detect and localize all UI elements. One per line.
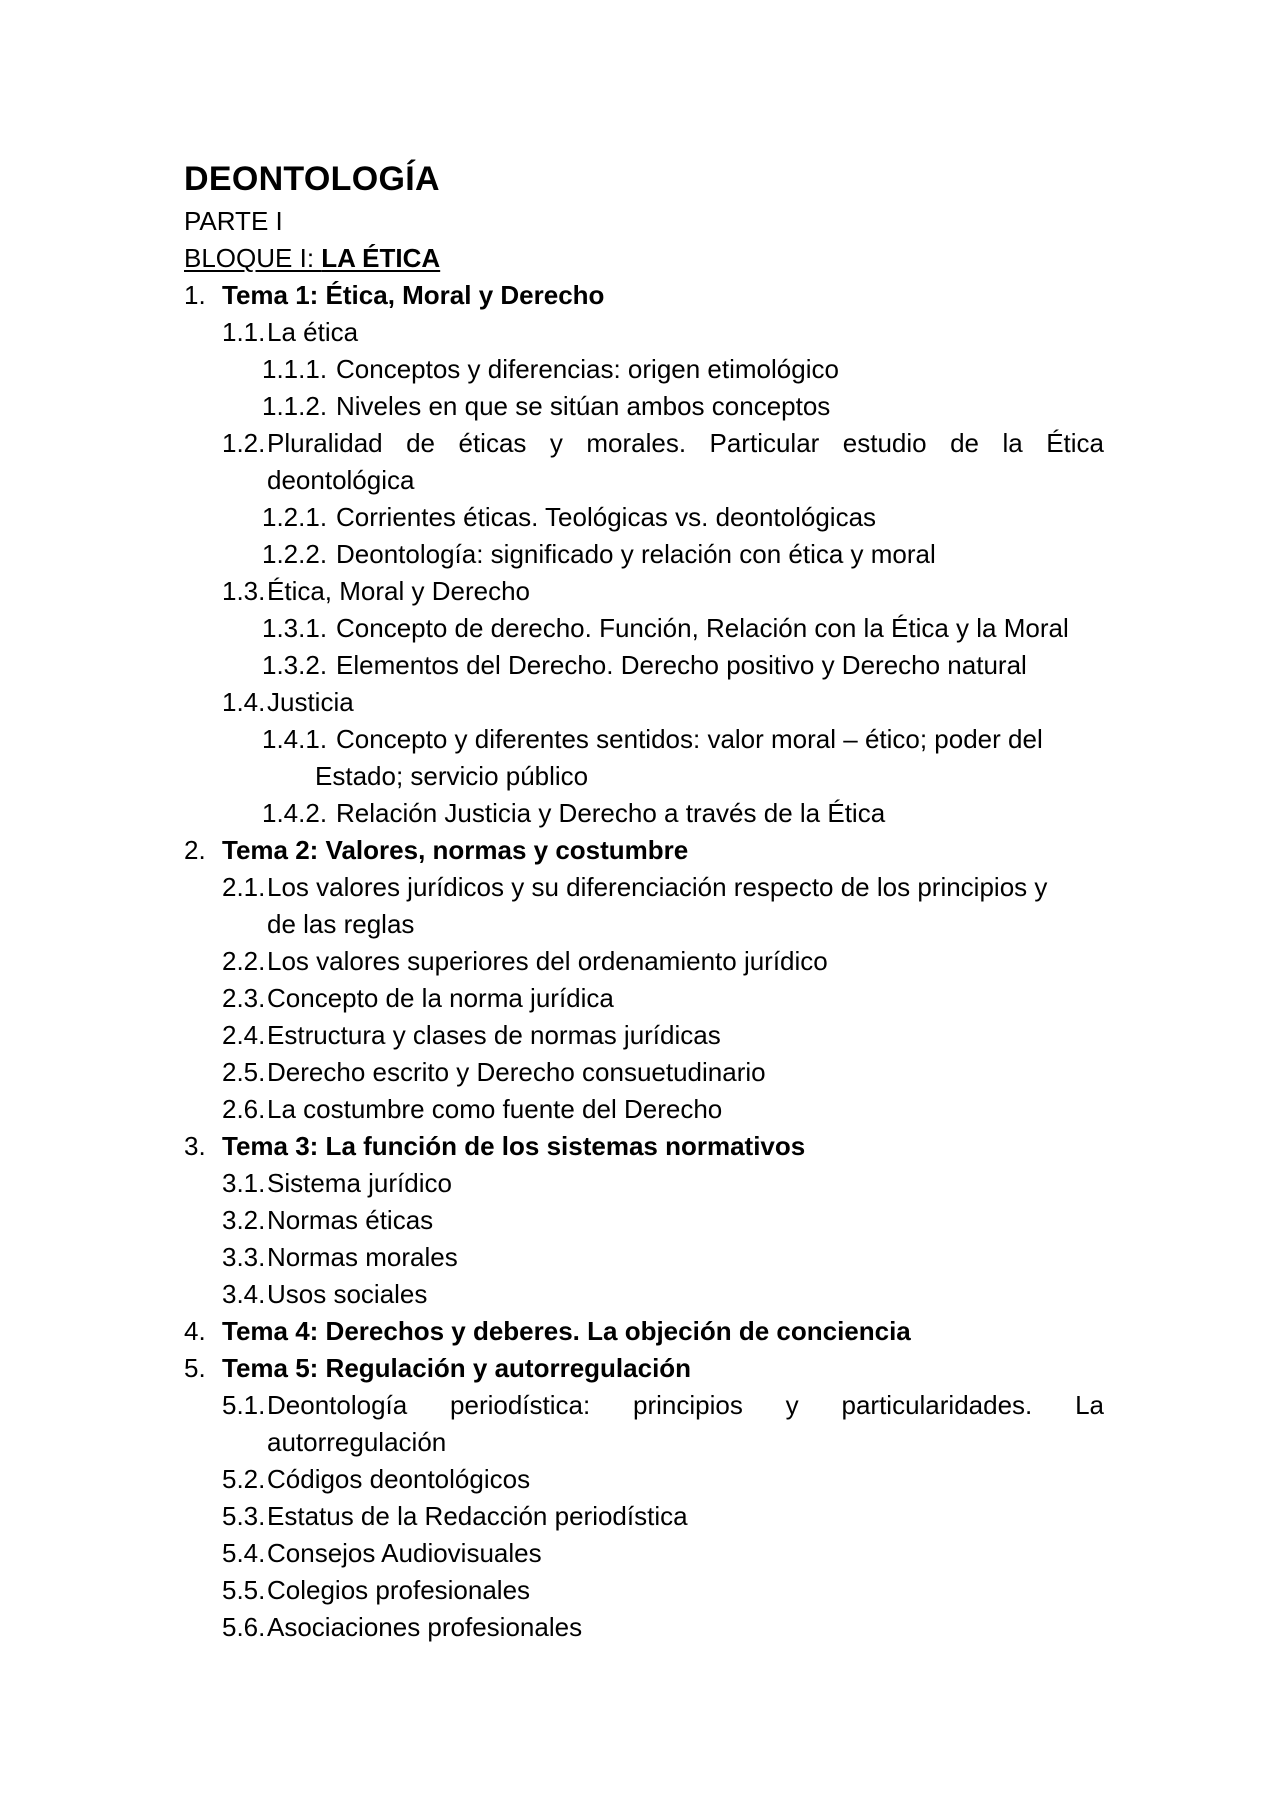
section-5-1: [184, 1387, 1104, 1424]
section-text: Pluralidad de éticas y morales. Particular estudio de la Ética: [267, 428, 1104, 458]
subsection-text: Concepto de derecho. Función, Relación con la Ética y la Moral: [336, 613, 1069, 643]
topic-number: 2.: [184, 835, 206, 865]
section-text: Deontología periodística: principios y particularidades. La: [267, 1390, 1104, 1420]
section-number: 1.2.: [222, 428, 266, 458]
topic-title: Tema 5: Regulación y autorregulación: [222, 1353, 692, 1383]
section-number: 2.3.: [222, 983, 266, 1013]
topic-title: Tema 4: Derechos y deberes. La objeción de conciencia: [222, 1316, 911, 1346]
block-heading: [184, 240, 1104, 277]
section-text: Colegios profesionales: [267, 1575, 531, 1605]
section-number: 5.2.: [222, 1464, 266, 1494]
subsection-number: 1.1.1.: [262, 354, 328, 384]
section-number: 3.3.: [222, 1242, 266, 1272]
section-2-5: [184, 1054, 1104, 1091]
section-number: 1.1.: [222, 317, 266, 347]
section-text: Estructura y clases de normas jurídicas: [267, 1020, 721, 1050]
section-2-6: [184, 1091, 1104, 1128]
section-text: Estatus de la Redacción periodística: [267, 1501, 688, 1531]
section-number: 1.3.: [222, 576, 266, 606]
part-label: PARTE I: [184, 206, 283, 236]
subsection-text: Elementos del Derecho. Derecho positivo y Derecho natural: [336, 650, 1027, 680]
section-2-1-continuation: de las reglas: [267, 909, 415, 939]
section-number: 5.4.: [222, 1538, 266, 1568]
section-number: 3.4.: [222, 1279, 266, 1309]
section-number: 1.4.: [222, 687, 266, 717]
section-number: 5.3.: [222, 1501, 266, 1531]
section-2-4: [184, 1017, 1104, 1054]
document-page: [184, 155, 1104, 1646]
subsection-1-1-2: [184, 388, 1104, 425]
section-number: 5.1.: [222, 1390, 266, 1420]
section-1-3: [184, 573, 1104, 610]
section-text: La ética: [267, 317, 359, 347]
section-text: La costumbre como fuente del Derecho: [267, 1094, 723, 1124]
subsection-number: 1.2.1.: [262, 502, 328, 532]
topic-title: Tema 3: La función de los sistemas normativos: [222, 1131, 806, 1161]
subsection-1-3-1: [184, 610, 1104, 647]
section-text: Concepto de la norma jurídica: [267, 983, 614, 1013]
section-2-1: [184, 869, 1104, 906]
section-text: Códigos deontológicos: [267, 1464, 531, 1494]
topic-4: [184, 1313, 1104, 1350]
block-name: LA ÉTICA: [321, 243, 441, 273]
subsection-number: 1.3.1.: [262, 613, 328, 643]
subsection-1-2-1: [184, 499, 1104, 536]
section-5-1-continuation: autorregulación: [267, 1427, 447, 1457]
topic-number: 1.: [184, 280, 206, 310]
section-2-3: [184, 980, 1104, 1017]
section-text: Los valores superiores del ordenamiento jurídico: [267, 946, 828, 976]
subsection-number: 1.4.1.: [262, 724, 328, 754]
subsection-1-3-2: [184, 647, 1104, 684]
topic-number: 5.: [184, 1353, 206, 1383]
subsection-text: Conceptos y diferencias: origen etimológico: [336, 354, 839, 384]
section-5-2: [184, 1461, 1104, 1498]
subsection-1-4-2: [184, 795, 1104, 832]
section-number: 3.2.: [222, 1205, 266, 1235]
topic-1: [184, 277, 1104, 314]
topic-number: 4.: [184, 1316, 206, 1346]
subsection-text: Corrientes éticas. Teológicas vs. deontológicas: [336, 502, 877, 532]
section-text: Sistema jurídico: [267, 1168, 452, 1198]
section-text: Justicia: [267, 687, 354, 717]
subsection-text: Niveles en que se sitúan ambos conceptos: [336, 391, 831, 421]
section-number: 5.5.: [222, 1575, 266, 1605]
section-3-3: [184, 1239, 1104, 1276]
section-5-6: [184, 1609, 1104, 1646]
section-1-4: [184, 684, 1104, 721]
block-prefix: BLOQUE I:: [184, 243, 322, 273]
section-text: Ética, Moral y Derecho: [267, 576, 530, 606]
section-number: 3.1.: [222, 1168, 266, 1198]
subsection-number: 1.3.2.: [262, 650, 328, 680]
subsection-1-4-1: [184, 721, 1104, 758]
section-3-4: [184, 1276, 1104, 1313]
subsection-number: 1.4.2.: [262, 798, 328, 828]
subsection-text: Relación Justicia y Derecho a través de la Ética: [336, 798, 886, 828]
section-text: Consejos Audiovisuales: [267, 1538, 542, 1568]
section-2-2: [184, 943, 1104, 980]
topic-5: [184, 1350, 1104, 1387]
subsection-text: Concepto y diferentes sentidos: valor moral – ético; poder del: [336, 724, 1043, 754]
section-number: 2.1.: [222, 872, 266, 902]
section-1-2: [184, 425, 1104, 462]
section-number: 5.6.: [222, 1612, 266, 1642]
section-text: Normas morales: [267, 1242, 458, 1272]
section-number: 2.4.: [222, 1020, 266, 1050]
section-number: 2.2.: [222, 946, 266, 976]
subsection-text: Deontología: significado y relación con ética y moral: [336, 539, 936, 569]
section-text: Normas éticas: [267, 1205, 434, 1235]
document-title: DEONTOLOGÍA: [184, 160, 440, 198]
section-3-2: [184, 1202, 1104, 1239]
section-text: Los valores jurídicos y su diferenciación respecto de los principios y: [267, 872, 1048, 902]
section-1-1: [184, 314, 1104, 351]
section-5-3: [184, 1498, 1104, 1535]
section-number: 2.6.: [222, 1094, 266, 1124]
subsection-number: 1.2.2.: [262, 539, 328, 569]
topic-2: [184, 832, 1104, 869]
section-text: Asociaciones profesionales: [267, 1612, 583, 1642]
subsection-1-2-2: [184, 536, 1104, 573]
subsection-number: 1.1.2.: [262, 391, 328, 421]
section-3-1: [184, 1165, 1104, 1202]
section-1-2-continuation: deontológica: [267, 465, 415, 495]
topic-title: Tema 1: Ética, Moral y Derecho: [222, 280, 605, 310]
section-5-5: [184, 1572, 1104, 1609]
section-number: 2.5.: [222, 1057, 266, 1087]
section-5-4: [184, 1535, 1104, 1572]
section-text: Usos sociales: [267, 1279, 428, 1309]
topic-title: Tema 2: Valores, normas y costumbre: [222, 835, 689, 865]
topic-3: [184, 1128, 1104, 1165]
topic-number: 3.: [184, 1131, 206, 1161]
subsection-1-4-1-continuation: Estado; servicio público: [315, 761, 589, 791]
section-text: Derecho escrito y Derecho consuetudinario: [267, 1057, 766, 1087]
subsection-1-1-1: [184, 351, 1104, 388]
